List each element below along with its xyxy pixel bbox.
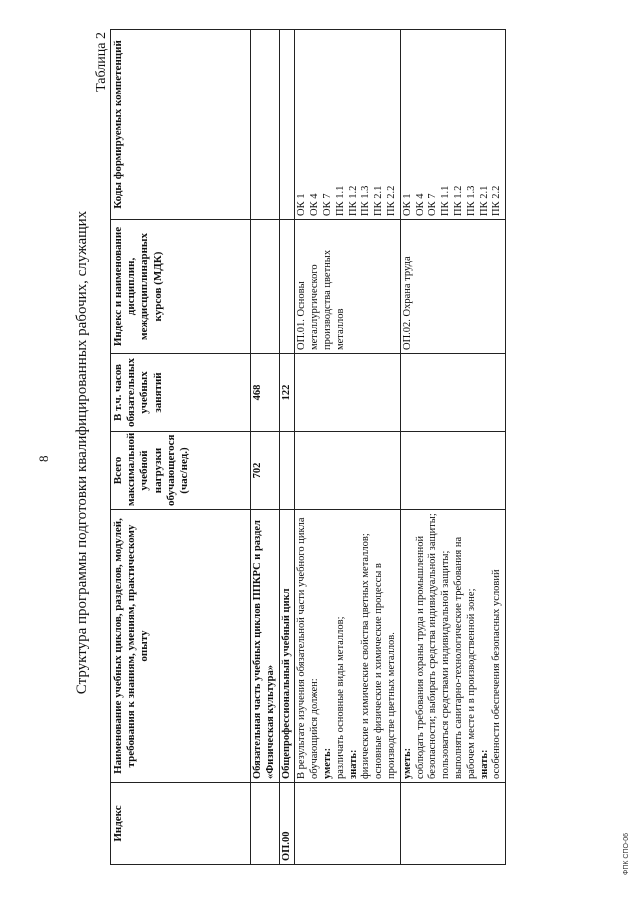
- header-discipline: Индекс и наименование дисциплин, междисциплинарных курсов (МДК): [111, 220, 251, 354]
- competence-code: ПК 1.3: [360, 185, 372, 216]
- cell-op02-codes: [400, 30, 505, 220]
- requirement-line: особенности обеспечения безопасных условий: [491, 569, 503, 779]
- competence-code: ПК 1.2: [452, 185, 464, 216]
- competence-code: ПК 2.2: [385, 185, 397, 216]
- header-competences: Коды формируемых компетенций: [111, 30, 251, 220]
- cell-cycle-index: ОП.00: [279, 783, 295, 865]
- competence-code: ОК 4: [309, 193, 321, 216]
- cell-empty: [251, 30, 280, 220]
- header-max-load: Всего максимальной учебной нагрузки обучающегося (час/нед.): [111, 432, 251, 510]
- header-mandatory-hours: В т.ч. часов обязательных учебных занятий: [111, 354, 251, 432]
- page-number: 8: [36, 455, 51, 462]
- header-index: Индекс: [111, 783, 251, 865]
- cell-cycle-hours: 122: [279, 354, 295, 432]
- requirement-line: знать:: [478, 749, 490, 779]
- table-row-cycle: [279, 30, 295, 865]
- cell-empty: [279, 220, 295, 354]
- cell-op01-requirements: [295, 510, 400, 783]
- competence-code: ОК 4: [414, 193, 426, 216]
- competence-code: ОК 7: [321, 193, 333, 216]
- table-header-row: [111, 30, 251, 865]
- cell-empty: [279, 30, 295, 220]
- competence-code: ОК 1: [401, 193, 413, 216]
- requirement-line: различать основные виды металлов;: [334, 616, 346, 779]
- table-row-mandatory-part: [251, 30, 280, 865]
- cell-empty: [400, 432, 505, 510]
- cell-op02-requirements: [400, 510, 505, 783]
- cell-cycle-name: Общепрофессиональный учебный цикл: [279, 510, 295, 783]
- cell-empty: [295, 783, 400, 865]
- cell-empty: [251, 783, 280, 865]
- header-name: Наименование учебных циклов, разделов, модулей, требования к знаниям, умениям, практическому опыту: [111, 510, 251, 783]
- requirement-line: основные физические и химические процессы в производстве цветных металлов.: [373, 563, 397, 779]
- cell-op01-codes: [295, 30, 400, 220]
- cell-empty: [279, 432, 295, 510]
- requirement-line: соблюдать требования охраны труда и промышленной безопасности; выбирать средства индивидуальной защиты;: [414, 513, 439, 779]
- requirement-line: уметь:: [401, 747, 413, 779]
- cell-mandatory-name: Обязательная часть учебных циклов ППКРС и раздел «Физическая культура»: [251, 510, 280, 783]
- cell-mandatory-max-load: 702: [251, 432, 280, 510]
- footer-code: ФПК СПО-06: [623, 832, 630, 875]
- competence-code: ПК 1.1: [440, 185, 452, 216]
- competence-code: ПК 2.1: [478, 185, 490, 216]
- competence-code: ПК 1.2: [347, 185, 359, 216]
- competence-code: ПК 1.1: [334, 185, 346, 216]
- requirement-line: пользоваться средствами индивидуальной защиты;: [440, 550, 452, 779]
- table-row-op01: [295, 30, 400, 865]
- cell-empty: [295, 432, 400, 510]
- requirement-line: уметь:: [321, 747, 333, 779]
- requirement-line: физические и химические свойства цветных металлов;: [360, 533, 372, 779]
- requirement-line: знать:: [347, 749, 359, 779]
- competence-code: ОК 7: [427, 193, 439, 216]
- cell-empty: [400, 354, 505, 432]
- table-row-op02: [400, 30, 505, 865]
- cell-empty: [295, 354, 400, 432]
- competence-code: ПК 1.3: [465, 185, 477, 216]
- competence-code: ОК 1: [296, 193, 308, 216]
- competence-code: ПК 2.1: [373, 185, 385, 216]
- competence-code: ПК 2.2: [491, 185, 503, 216]
- requirement-line: выполнять санитарно-технологические требования на рабочем месте и в производственной зоне;: [452, 536, 477, 779]
- cell-empty: [400, 783, 505, 865]
- requirement-line: В результате изучения обязательной части учебного цикла обучающийся должен:: [296, 517, 321, 779]
- cell-op02-discipline: ОП.02. Охрана труда: [400, 220, 505, 354]
- cell-empty: [251, 220, 280, 354]
- document-title: Структура программы подготовки квалифицированных рабочих, служащих: [74, 210, 90, 695]
- cell-mandatory-hours: 468: [251, 354, 280, 432]
- table-label: Таблица 2: [94, 32, 109, 92]
- cell-op01-discipline: ОП.01. Основы металлургического производства цветных металлов: [295, 220, 400, 354]
- program-structure-table: [110, 29, 506, 865]
